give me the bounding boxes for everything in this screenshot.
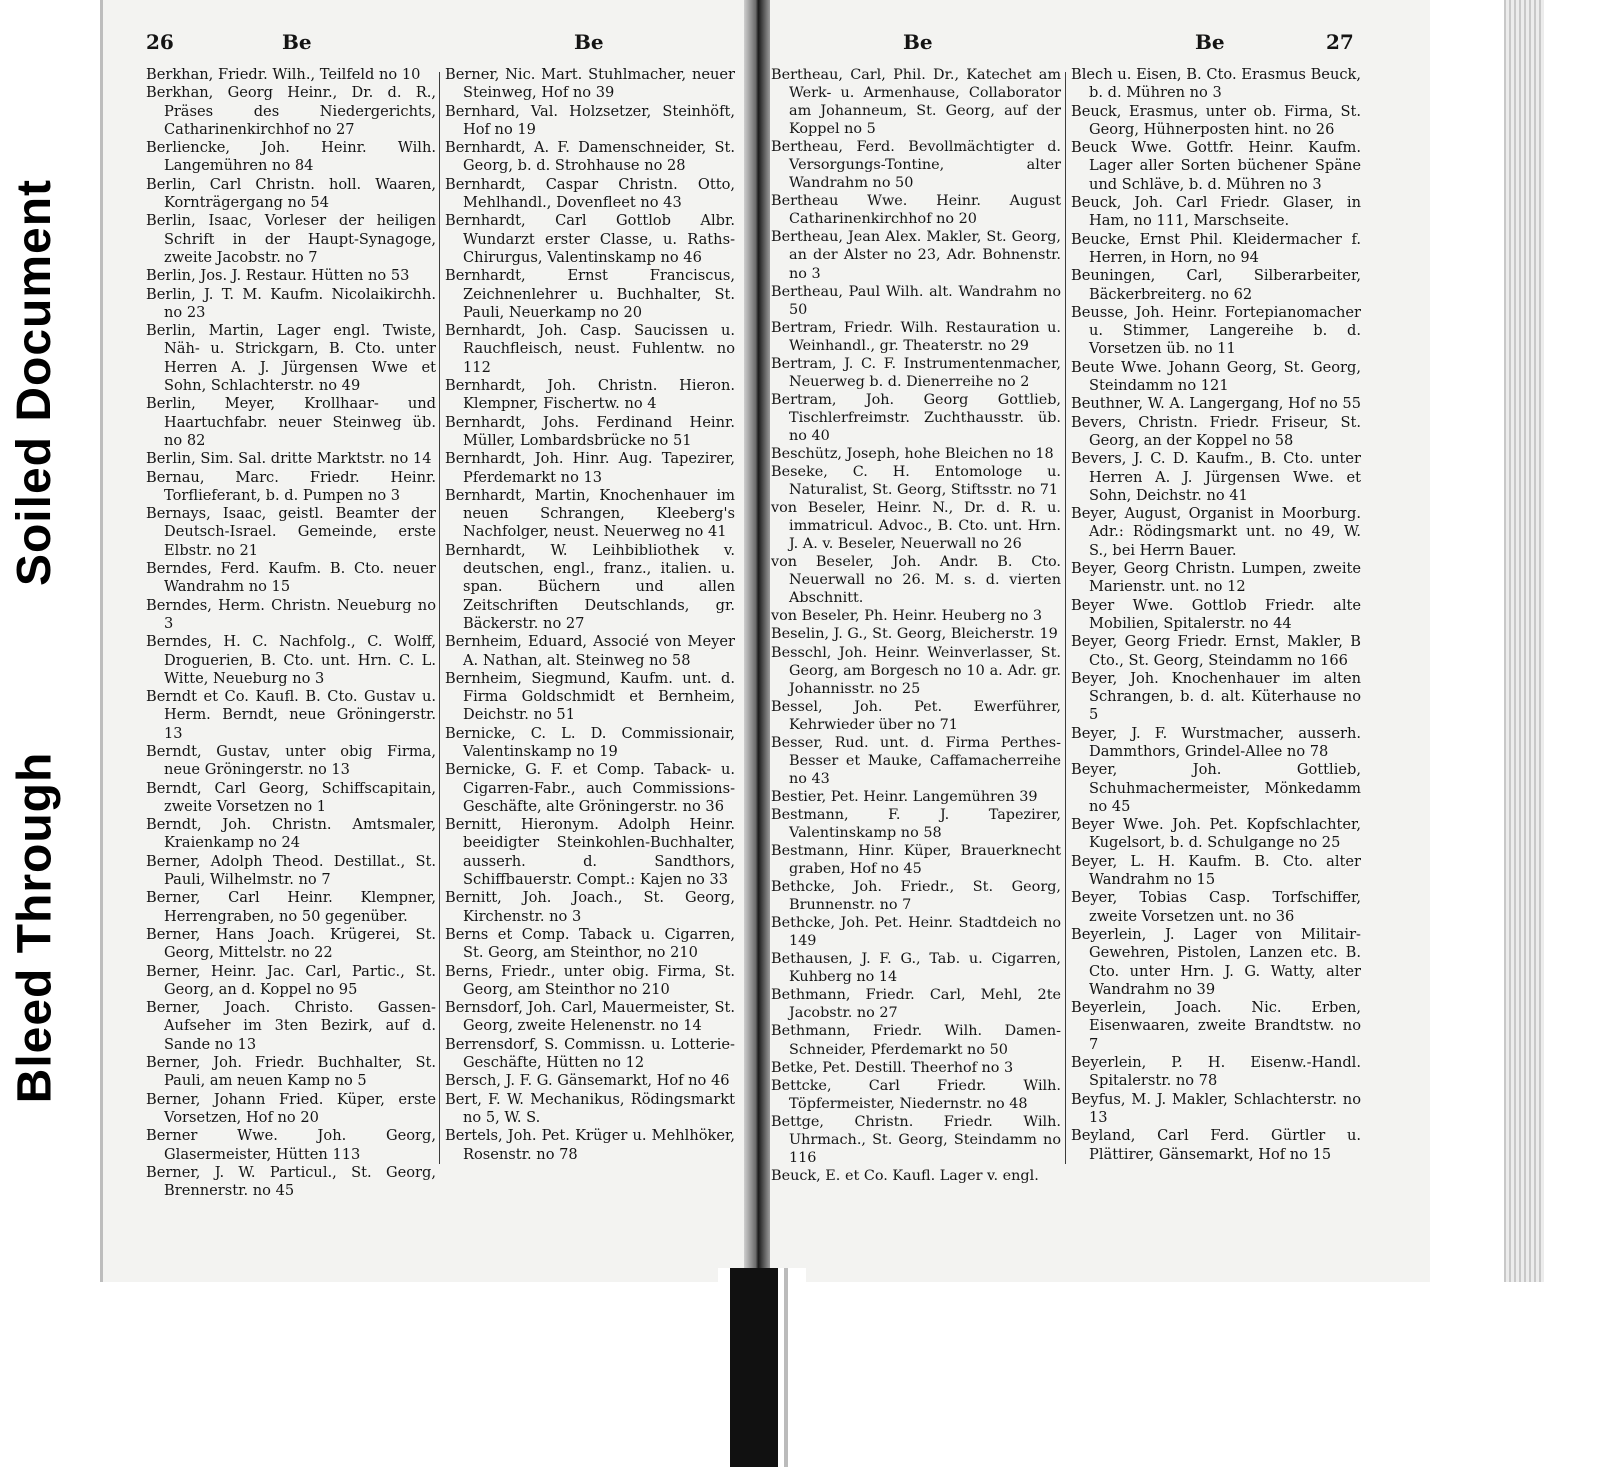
directory-entry: Beyer, Georg Friedr. Ernst, Makler, B Cto., St. Georg, Steindamm no 166 — [1071, 633, 1361, 669]
directory-entry: Beyer, Joh. Gottlieb, Schuhmachermeister, Mönkedamm no 45 — [1071, 761, 1361, 815]
directory-entry: Beschütz, Joseph, hohe Bleichen no 18 — [771, 445, 1054, 462]
directory-entry: Bertheau, Jean Alex. Makler, St. Georg, an der Alster no 23, Adr. Bohnenstr. no 3 — [771, 229, 1061, 282]
directory-entry: Beuck, Joh. Carl Friedr. Glaser, in Ham, no 111, Marschseite. — [1071, 194, 1361, 230]
directory-entry: Beucke, Ernst Phil. Kleidermacher f. Herren, in Horn, no 94 — [1071, 230, 1361, 266]
directory-entry: Berner, Adolph Theod. Destillat., St. Pauli, Wilhelmstr. no 7 — [146, 852, 436, 889]
directory-entry: Beyer, L. H. Kaufm. B. Cto. alter Wandrahm no 15 — [1071, 852, 1361, 889]
directory-entry: Bernhardt, A. F. Damenschneider, St. Georg, b. d. Strohhause no 28 — [445, 139, 735, 175]
directory-entry: Berkhan, Georg Heinr., Dr. d. R., Präses des Niedergerichts, Catharinenkirchhof no 27 — [146, 84, 436, 138]
directory-entry: Bernitt, Hieronym. Adolph Heinr. beeidigter Steinkohlen-Buchhalter, ausserh. d. Sandthors, Schiffbauerstr. Compt.: Kajen no 33 — [445, 816, 735, 889]
directory-entry: Bernhardt, Carl Gottlob Albr. Wundarzt erster Classe, u. Raths-Chirurgus, Valentinskamp no 46 — [445, 212, 735, 266]
directory-entry: Bertels, Joh. Pet. Krüger u. Mehlhöker, Rosenstr. no 78 — [445, 1127, 735, 1163]
directory-entry: Berner, Heinr. Jac. Carl, Partic., St. Georg, an d. Koppel no 95 — [146, 962, 436, 998]
directory-entry: Beyer, Joh. Knochenhauer im alten Schrangen, b. d. alt. Küterhause no 5 — [1071, 669, 1361, 724]
directory-entry: Beyer, Tobias Casp. Torfschiffer, zweite Vorsetzen unt. no 36 — [1071, 889, 1361, 925]
directory-entry: von Beseler, Joh. Andr. B. Cto. Neuerwall no 26. M. s. d. vierten Abschnitt. — [771, 554, 1061, 607]
directory-entry: Beuningen, Carl, Silberarbeiter, Bäckerbreiterg. no 62 — [1071, 267, 1361, 303]
directory-entry: Berndes, H. C. Nachfolg., C. Wolff, Droguerien, B. Cto. unt. Hrn. C. L. Witte, Neueburg no 3 — [146, 633, 436, 687]
directory-entry: Bestmann, Hinr. Küper, Brauerknecht graben, Hof no 45 — [771, 843, 1061, 878]
directory-entry: von Beseler, Heinr. N., Dr. d. R. u. immatricul. Advoc., B. Cto. unt. Hrn. J. A. v. Beseler, Neuerwall no 26 — [771, 500, 1061, 553]
directory-entry: Beute Wwe. Johann Georg, St. Georg, Steindamm no 121 — [1071, 358, 1361, 395]
directory-entry: Bernau, Marc. Friedr. Heinr. Torflieferant, b. d. Pumpen no 3 — [146, 468, 436, 504]
directory-column-3 — [771, 66, 1061, 1185]
directory-entry: Beyerlein, Joach. Nic. Erben, Eisenwaaren, zweite Brandtstw. no 7 — [1071, 999, 1361, 1053]
directory-entry: Berlin, Martin, Lager engl. Twiste, Näh- u. Strickgarn, B. Cto. unter Herren A. J. Jürgensen Wwe et Sohn, Schlachterstr. no 49 — [146, 322, 436, 395]
directory-entry: Beuck, E. et Co. Kaufl. Lager v. engl. — [771, 1167, 1039, 1184]
directory-entry: Berns et Comp. Taback u. Cigarren, St. Georg, am Steinthor, no 210 — [445, 925, 735, 962]
directory-entry: Beyerlein, J. Lager von Militair-Gewehren, Pistolen, Lanzen etc. B. Cto. unter Hrn. J. G. Watty, alter Wandrahm no 39 — [1071, 925, 1361, 998]
directory-entry: Berliencke, Joh. Heinr. Wilh. Langemühren no 84 — [146, 139, 436, 175]
directory-entry: Beyer Wwe. Joh. Pet. Kopfschlachter, Kugelsort, b. d. Schulgange no 25 — [1071, 816, 1361, 852]
directory-entry: Bertheau, Carl, Phil. Dr., Katechet am Werk- u. Armenhause, Collaborator am Johanneum, St. Georg, auf der Koppel no 5 — [771, 67, 1061, 138]
directory-entry: Bertheau, Ferd. Bevollmächtigter d. Versorgungs-Tontine, alter Wandrahm no 50 — [771, 139, 1061, 192]
directory-entry: Besschl, Joh. Heinr. Weinverlasser, St. Georg, am Borgesch no 10 a. Adr. gr. Johannisstr. no 25 — [771, 644, 1061, 697]
directory-entry: Bernhardt, Martin, Knochenhauer im neuen Schrangen, Kleeberg's Nachfolger, neust. Neuerweg no 41 — [445, 486, 735, 541]
directory-entry: Berndt, Joh. Christn. Amtsmaler, Kraienkamp no 24 — [146, 816, 436, 852]
bleed-through-stamp — [0, 712, 70, 1142]
directory-entry: Berlin, Jos. J. Restaur. Hütten no 53 — [146, 267, 410, 285]
directory-entry: Besser, Rud. unt. d. Firma Perthes-Besser et Mauke, Caffamacherreihe no 43 — [771, 734, 1061, 787]
directory-entry: Bevers, J. C. D. Kaufm., B. Cto. unter Herren A. J. Jürgensen Wwe. et Sohn, Deichstr. no 41 — [1071, 450, 1361, 504]
directory-entry: Blech u. Eisen, B. Cto. Erasmus Beuck, b. d. Mühren no 3 — [1071, 66, 1361, 102]
directory-entry: Bernicke, C. L. D. Commissionair, Valentinskamp no 19 — [445, 724, 735, 760]
directory-entry: Bethmann, Friedr. Carl, Mehl, 2te Jacobstr. no 27 — [771, 987, 1061, 1022]
directory-entry: Berns, Friedr., unter obig. Firma, St. Georg, am Steinthor no 210 — [445, 962, 735, 998]
directory-entry: Bernhardt, Ernst Franciscus, Zeichnenlehrer u. Buchhalter, St. Pauli, Neuerkamp no 20 — [445, 267, 735, 321]
directory-entry: Berndes, Herm. Christn. Neueburg no 3 — [146, 596, 436, 632]
directory-entry: Beyer Wwe. Gottlob Friedr. alte Mobilien, Spitalerstr. no 44 — [1071, 596, 1361, 632]
directory-entry: Berrensdorf, S. Commissn. u. Lotterie-Geschäfte, Hütten no 12 — [445, 1035, 735, 1072]
directory-entry: Bert, F. W. Mechanikus, Rödingsmarkt no 5, W. S. — [445, 1090, 735, 1126]
directory-entry: Bernhardt, W. Leihbibliothek v. deutschen, engl., franz., italien. u. span. Büchern und allen Zeitschriften Deutschlands, gr. Bäckerstr. no 27 — [445, 541, 735, 632]
directory-entry: Beyer, Georg Christn. Lumpen, zweite Marienstr. unt. no 12 — [1071, 560, 1361, 596]
directory-entry: Bertram, J. C. F. Instrumentenmacher, Neuerweg b. d. Dienerreihe no 2 — [771, 355, 1061, 390]
directory-column-4 — [1071, 66, 1361, 1164]
directory-entry: Beusse, Joh. Heinr. Fortepianomacher u. Stimmer, Langereihe b. d. Vorsetzen üb. no 11 — [1071, 303, 1361, 358]
directory-entry: Berndt, Carl Georg, Schiffscapitain, zweite Vorsetzen no 1 — [146, 779, 436, 815]
directory-entry: Bernhardt, Johs. Ferdinand Heinr. Müller, Lombardsbrücke no 51 — [445, 413, 735, 449]
left-catchword-1: Be — [282, 30, 312, 54]
directory-entry: Beuck Wwe. Gottfr. Heinr. Kaufm. Lager aller Sorten büchener Späne und Schläve, b. d. Mühren no 3 — [1071, 139, 1361, 193]
left-page-number: 26 — [146, 30, 174, 54]
directory-entry: Bestier, Pet. Heinr. Langemühren 39 — [771, 788, 1038, 805]
directory-entry: Bernheim, Eduard, Associé von Meyer A. Nathan, alt. Steinweg no 58 — [445, 633, 735, 669]
column-divider — [1065, 72, 1066, 1164]
directory-entry: Berlin, Sim. Sal. dritte Marktstr. no 14 — [146, 450, 432, 468]
directory-entry: Bernheim, Siegmund, Kaufm. unt. d. Firma Goldschmidt et Bernheim, Deichstr. no 51 — [445, 669, 735, 724]
directory-entry: Bernays, Isaac, geistl. Beamter der Deutsch-Israel. Gemeinde, erste Elbstr. no 21 — [146, 505, 436, 559]
directory-entry: Bettge, Christn. Friedr. Wilh. Uhrmach., St. Georg, Steindamm no 116 — [771, 1113, 1061, 1166]
directory-column-1 — [146, 66, 436, 1200]
directory-column-2 — [445, 66, 735, 1164]
directory-entry: Beyfus, M. J. Makler, Schlachterstr. no 13 — [1071, 1090, 1361, 1126]
directory-entry: Beyerlein, P. H. Eisenw.-Handl. Spitalerstr. no 78 — [1071, 1054, 1361, 1090]
directory-entry: Berner Wwe. Joh. Georg, Glasermeister, Hütten 113 — [146, 1127, 436, 1163]
bleed-through-label: Bleed Through — [8, 751, 62, 1103]
book-gutter — [744, 0, 770, 1282]
directory-entry: von Beseler, Ph. Heinr. Heuberg no 3 — [771, 608, 1043, 625]
directory-entry: Bernicke, G. F. et Comp. Taback- u. Cigarren-Fabr., auch Commissions-Geschäfte, alte Gröningerstr. no 36 — [445, 761, 735, 815]
directory-entry: Bethcke, Joh. Pet. Heinr. Stadtdeich no 149 — [771, 915, 1061, 950]
soiled-document-stamp — [0, 140, 70, 625]
directory-entry: Beyer, J. F. Wurstmacher, ausserh. Dammthors, Grindel-Allee no 78 — [1071, 724, 1361, 760]
directory-entry: Bernhardt, Joh. Christn. Hieron. Klempner, Fischertw. no 4 — [445, 377, 735, 413]
directory-entry: Bertheau Wwe. Heinr. August Catharinenkirchhof no 20 — [771, 193, 1061, 228]
directory-entry: Berndes, Ferd. Kaufm. B. Cto. neuer Wandrahm no 15 — [146, 560, 436, 596]
directory-entry: Beuck, Erasmus, unter ob. Firma, St. Georg, Hühnerposten hint. no 26 — [1071, 102, 1361, 138]
directory-entry: Beyer, August, Organist in Moorburg. Adr.: Rödingsmarkt unt. no 49, W. S., bei Herrn Bauer. — [1071, 505, 1361, 559]
directory-entry: Berner, J. W. Particul., St. Georg, Brennerstr. no 45 — [146, 1163, 436, 1200]
right-catchword-1: Be — [903, 30, 933, 54]
directory-entry: Beyland, Carl Ferd. Gürtler u. Plättirer, Gänsemarkt, Hof no 15 — [1071, 1127, 1361, 1163]
directory-entry: Berlin, Meyer, Krollhaar- und Haartuchfabr. neuer Steinweg üb. no 82 — [146, 395, 436, 449]
directory-entry: Beselin, J. G., St. Georg, Bleicherstr. 19 — [771, 626, 1058, 643]
directory-entry: Bettcke, Carl Friedr. Wilh. Töpfermeister, Niedernstr. no 48 — [771, 1077, 1061, 1112]
directory-entry: Berndt, Gustav, unter obig Firma, neue Gröningerstr. no 13 — [146, 742, 436, 779]
page-edges — [1504, 0, 1544, 1282]
left-catchword-2: Be — [574, 30, 604, 54]
directory-entry: Betke, Pet. Destill. Theerhof no 3 — [771, 1059, 1014, 1076]
directory-entry: Beseke, C. H. Entomologe u. Naturalist, St. Georg, Stiftsstr. no 71 — [771, 464, 1061, 499]
directory-entry: Bestmann, F. J. Tapezirer, Valentinskamp no 58 — [771, 806, 1061, 841]
directory-entry: Bertram, Joh. Georg Gottlieb, Tischlerfreimstr. Zuchthausstr. üb. no 40 — [771, 391, 1061, 444]
directory-entry: Bessel, Joh. Pet. Ewerführer, Kehrwieder über no 71 — [771, 698, 1061, 733]
directory-entry: Bertram, Friedr. Wilh. Restauration u. Weinhandl., gr. Theaterstr. no 29 — [771, 319, 1061, 354]
column-divider — [439, 72, 440, 1164]
directory-entry: Bethmann, Friedr. Wilh. Damen-Schneider, Pferdemarkt no 50 — [771, 1023, 1061, 1058]
directory-entry: Bernhardt, Joh. Hinr. Aug. Tapezirer, Pferdemarkt no 13 — [445, 450, 735, 486]
binding-strip — [718, 1268, 806, 1467]
directory-entry: Beuthner, W. A. Langergang, Hof no 55 — [1071, 395, 1362, 413]
directory-entry: Bernitt, Joh. Joach., St. Georg, Kirchenstr. no 3 — [445, 889, 735, 925]
directory-entry: Berner, Joh. Friedr. Buchhalter, St. Pauli, am neuen Kamp no 5 — [146, 1054, 436, 1090]
right-page-number: 27 — [1326, 30, 1354, 54]
directory-entry: Bernhardt, Caspar Christn. Otto, Mehlhandl., Dovenfleet no 43 — [445, 175, 735, 212]
directory-entry: Berner, Nic. Mart. Stuhlmacher, neuer Steinweg, Hof no 39 — [445, 66, 735, 102]
directory-entry: Bethcke, Joh. Friedr., St. Georg, Brunnenstr. no 7 — [771, 879, 1061, 914]
directory-entry: Bersch, J. F. G. Gänsemarkt, Hof no 46 — [445, 1072, 730, 1090]
directory-entry: Berner, Carl Heinr. Klempner, Herrengraben, no 50 gegenüber. — [146, 889, 436, 925]
directory-entry: Berlin, Carl Christn. holl. Waaren, Kornträgergang no 54 — [146, 175, 436, 212]
directory-entry: Berner, Joach. Christo. Gassen-Aufseher im 3ten Bezirk, auf d. Sande no 13 — [146, 999, 436, 1053]
directory-entry: Bernhard, Val. Holzsetzer, Steinhöft, Hof no 19 — [445, 102, 735, 138]
directory-entry: Bevers, Christn. Friedr. Friseur, St. Georg, an der Koppel no 58 — [1071, 413, 1361, 449]
directory-entry: Berner, Johann Fried. Küper, erste Vorsetzen, Hof no 20 — [146, 1090, 436, 1126]
directory-entry: Berner, Hans Joach. Krügerei, St. Georg, Mittelstr. no 22 — [146, 925, 436, 962]
soiled-document-label: Soiled Document — [8, 178, 62, 587]
directory-entry: Bertheau, Paul Wilh. alt. Wandrahm no 50 — [771, 283, 1061, 318]
directory-entry: Bernsdorf, Joh. Carl, Mauermeister, St. Georg, zweite Helenenstr. no 14 — [445, 999, 735, 1035]
directory-entry: Berndt et Co. Kaufl. B. Cto. Gustav u. Herm. Berndt, neue Gröningerstr. 13 — [146, 688, 436, 742]
directory-entry: Bethausen, J. F. G., Tab. u. Cigarren, Kuhberg no 14 — [771, 951, 1061, 986]
directory-entry: Berlin, J. T. M. Kaufm. Nicolaikirchh. no 23 — [146, 285, 436, 321]
directory-entry: Bernhardt, Joh. Casp. Saucissen u. Rauchfleisch, neust. Fuhlentw. no 112 — [445, 322, 735, 376]
directory-entry: Berkhan, Friedr. Wilh., Teilfeld no 10 — [146, 66, 421, 83]
directory-entry: Berlin, Isaac, Vorleser der heiligen Schrift in der Haupt-Synagoge, zweite Jacobstr. no 7 — [146, 212, 436, 266]
right-catchword-2: Be — [1195, 30, 1225, 54]
book-spread — [80, 0, 1460, 1282]
